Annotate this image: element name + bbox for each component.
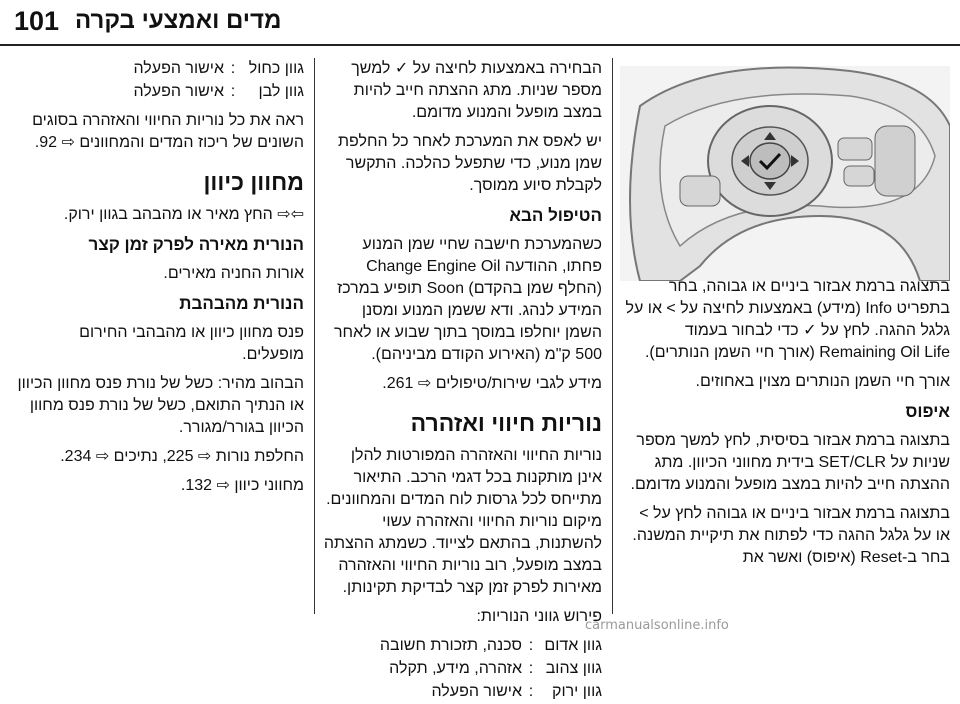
paragraph: בתצוגה ברמת אבזור בסיסית, לחץ למשך מספר שניות על SET/CLR בידית מחווני הכיוון. מתג ההצתה חייב להיות במצב מופעל והמנוע מדומם. [630, 432, 950, 493]
paragraph: בתצוגה ברמת אבזור ביניים או גבוהה, בחר בתפריט Info (מידע) באמצעות לחיצה על > או על גלגל ההגה. לחץ על ✓ כדי לבחור בעמוד Remaining Oil Life (אורך חיי השמן הנותרים). [625, 278, 950, 361]
color-legend-table [322, 635, 602, 704]
right-column [625, 276, 950, 576]
color-meaning: אישור הפעלה [133, 83, 224, 100]
paragraph: יש לאפס את המערכת לאחר כל החלפת שמן מנוע, כדי שתפעל כהלכה. התקשר לקבלת סיוע ממוסך. [338, 133, 602, 194]
separator: : [230, 60, 236, 77]
color-meaning: אישור הפעלה [133, 60, 224, 77]
paragraph: פנס מחוון כיוון או מהבהבי החירום מופעלים. [79, 324, 304, 363]
page-title: מדים ואמצעי בקרה [75, 7, 282, 34]
separator: : [528, 637, 534, 654]
section-heading-reset: איפוס [905, 402, 950, 421]
paragraph: החלפת נורות ⇨ 225, נתיכים ⇨ 234. [60, 448, 304, 465]
color-legend-row [14, 81, 304, 104]
separator: : [528, 683, 534, 700]
paragraph: מחווני כיוון ⇨ 132. [180, 477, 304, 494]
color-name: גוון ירוק [552, 683, 602, 700]
column-divider [612, 58, 613, 614]
steering-wheel-illustration [620, 66, 950, 281]
separator: : [528, 660, 534, 677]
color-name: גוון לבן [258, 83, 304, 100]
color-legend-row [322, 635, 602, 658]
paragraph: הבחירה באמצעות לחיצה על ✓ למשך מספר שניות. מתג ההצתה חייב להיות במצב מופעל והמנוע מדומם. [351, 60, 602, 121]
color-legend-row [322, 658, 602, 681]
section-heading-warning-lamps: נוריות חיווי ואזהרה [410, 410, 602, 436]
section-heading-next-service: הטיפול הבא [509, 206, 602, 225]
paragraph: ראה את כל נוריות החיווי והאזהרה בסוגים השונים של ריכוז המדים והמחוונים ⇨ 92. [32, 112, 304, 151]
paragraph: בתצוגה ברמת אבזור ביניים או גבוהה לחץ על > או על גלגל ההגה כדי לפתוח את תיקיית המשנה. בחר ב-Reset (איפוס) ואשר את [632, 505, 950, 566]
paragraph: ⇦⇨ החץ מאיר או מהבהב בגוון ירוק. [63, 206, 304, 223]
page-number: 101 [14, 6, 60, 36]
color-name: גוון אדום [544, 637, 602, 654]
paragraph: מידע לגבי שירות/טיפולים ⇨ 261. [382, 375, 602, 392]
color-legend-row [322, 681, 602, 704]
paragraph: אורות החניה מאירים. [163, 265, 304, 282]
page-header [0, 0, 960, 46]
left-column [14, 58, 304, 504]
section-heading-flashing: הנורית מהבהבת [179, 294, 304, 313]
paragraph: כשהמערכת חישבה שחיי שמן המנוע פחתו, ההודעה Change Engine Oil (החלף שמן בהקדם) Soon תופיע במרכז המידע לנהג. ודא ששמן המנוע ומסנן השמן יוחלפו במוסך בתוך שבוע או לאחר 500 ק"מ (האירוע הקודם מביניהם). [333, 236, 602, 363]
paragraph: נוריות החיווי והאזהרה המפורטות להלן אינן מותקנות בכל דגמי הרכב. התיאור מתייחס לכל גרסות לוח המדים והמחוונים. מיקום נוריות החיווי והאזהרה עשוי להשתנות, בהתאם לצייוד. כשמתג ההצתה במצב מופעל, רוב נוריות החיווי והאזהרה מאירות לפרק זמן קצר לבדיקת תקינותן. [323, 447, 602, 596]
color-meaning: סכנה, תזכורת חשובה [379, 637, 522, 654]
color-legend-row [14, 58, 304, 81]
color-name: גוון כחול [248, 60, 304, 77]
color-name: גוון צהוב [545, 660, 602, 677]
watermark: carmanualsonline.info [585, 618, 729, 633]
column-divider [314, 58, 315, 614]
color-legend-table [14, 58, 304, 104]
paragraph: פירוש גווני הנוריות: [476, 608, 602, 625]
section-heading-turn-signal: מחוון כיוון [203, 169, 304, 195]
middle-column [322, 58, 602, 704]
paragraph: הבהוב מהיר: כשל של נורת פנס מחוון הכיוון או הנתיך התואם, כשל של נורת פנס מחוון הכיוון בגורר/מגורר. [17, 375, 304, 436]
paragraph: אורך חיי השמן הנותרים מצוין באחוזים. [695, 373, 950, 390]
color-meaning: אישור הפעלה [431, 683, 522, 700]
color-meaning: אזהרה, מידע, תקלה [389, 660, 522, 677]
section-heading-lights-briefly: הנורית מאירה לפרק זמן קצר [88, 235, 304, 254]
separator: : [230, 83, 236, 100]
